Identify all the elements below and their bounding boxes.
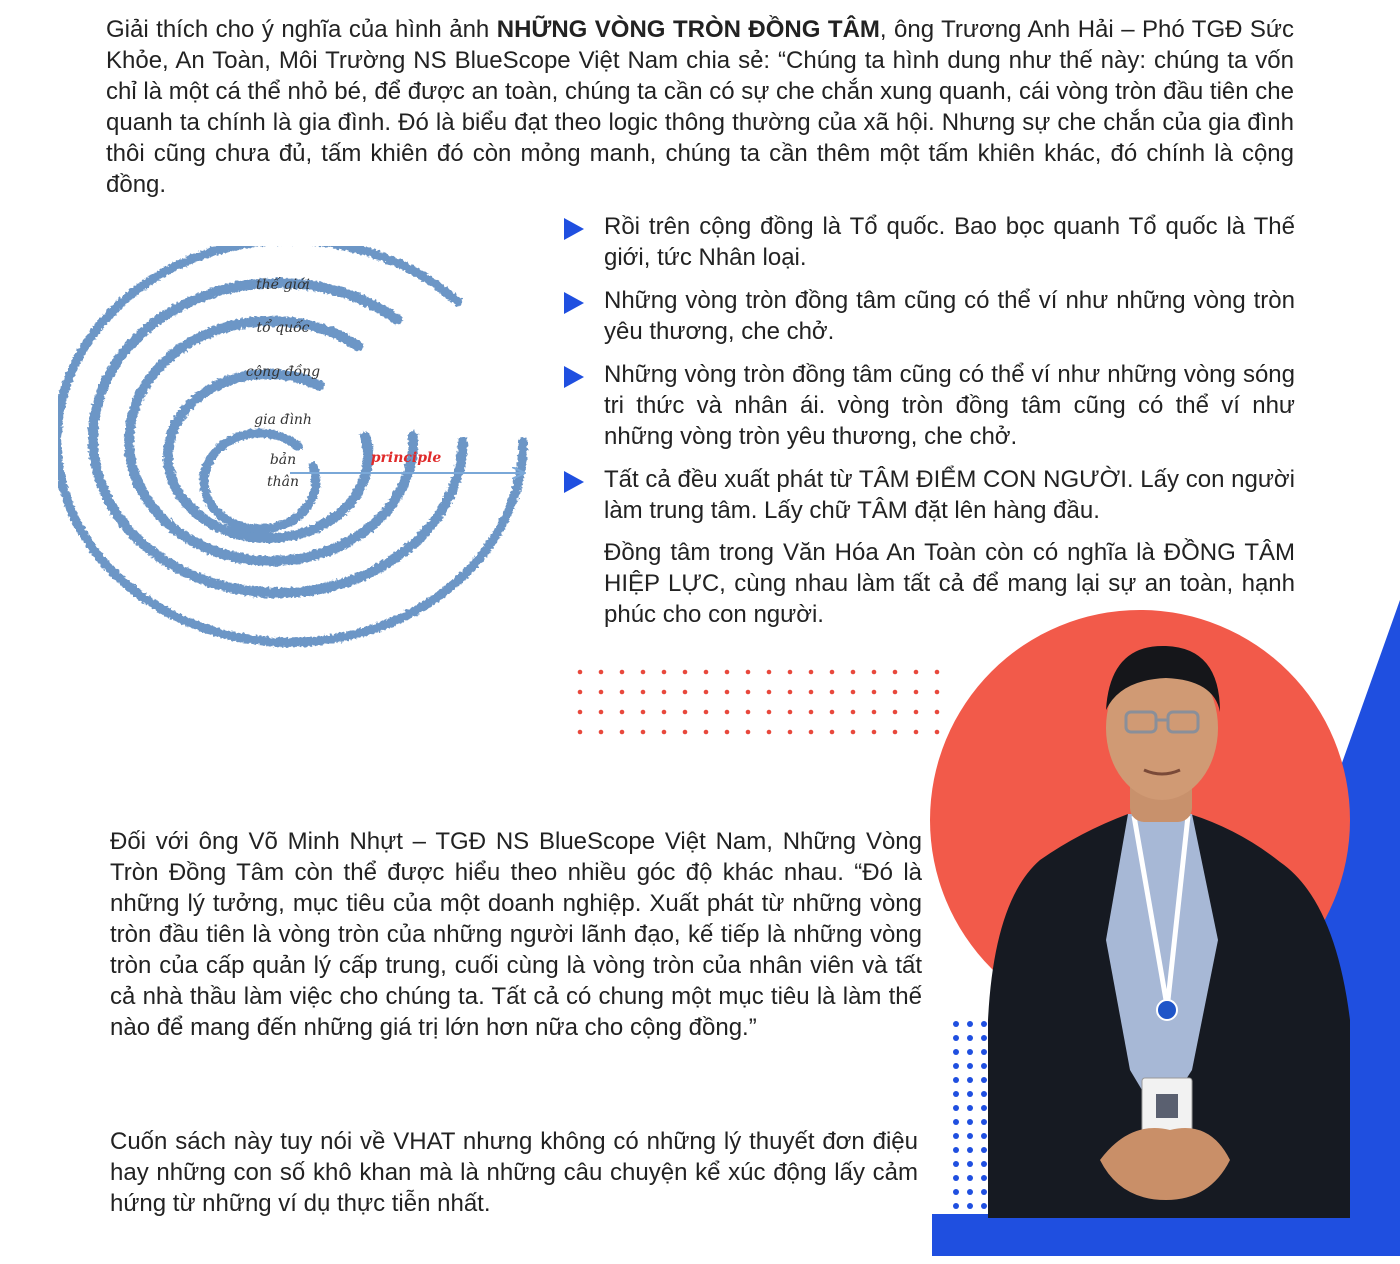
blue-dot [953,1133,959,1139]
blue-dot [981,1175,987,1181]
blue-dot [953,1077,959,1083]
red-dot [746,690,751,695]
red-dot [620,710,625,715]
blue-dot [967,1203,973,1209]
red-dot [704,730,709,735]
red-dot [809,730,814,735]
blue-dot [953,1119,959,1125]
blue-dot [953,1203,959,1209]
blue-dot [981,1105,987,1111]
label-gia-dinh: gia đình [254,412,312,428]
red-dot [704,670,709,675]
blue-dot [953,1105,959,1111]
red-dot [662,730,667,735]
blue-dot [967,1119,973,1125]
red-dot [599,690,604,695]
blue-dot [967,1063,973,1069]
red-dot [578,670,583,675]
red-dot [830,670,835,675]
blue-dot [981,1189,987,1195]
red-dot [578,730,583,735]
red-dot [704,710,709,715]
red-dot [872,730,877,735]
label-ban: bản [269,452,297,468]
blue-dot [967,1175,973,1181]
intro-text-before: Giải thích cho ý nghĩa của hình ảnh [106,16,497,43]
id-badge-photo [1156,1094,1178,1118]
red-dot [851,670,856,675]
red-dot [914,670,919,675]
blue-dot [953,1091,959,1097]
label-principle: principle [370,450,442,466]
blue-dot [967,1035,973,1041]
blue-dot [981,1091,987,1097]
intro-text-after: , ông Trương Anh Hải – Phó TGĐ Sức Khỏe, An Toàn, Môi Trường NS BlueScope Việt Nam chia sẻ: “Chúng ta hình dung như thế này: chúng ta vốn chỉ là một cá thể nhỏ bé, để được an toàn, chúng ta cần có sự che chắn xung quanh, cái vòng tròn đầu tiên che quanh ta chính là gia đình. Đó là biểu đạt theo logic thông thường của xã hội. Nhưng sự che chắn của gia đình thôi cũng chưa đủ, tấm khiên đó còn mỏng manh, chúng ta cần thêm một tấm khiên khác, đó chính là cộng đồng. [106,16,1294,198]
blue-dot [967,1091,973,1097]
blue-dot [981,1035,987,1041]
blue-dot [981,1119,987,1125]
red-dot [746,710,751,715]
red-dot [641,690,646,695]
blue-dot [981,1203,987,1209]
concentric-circles-diagram [58,246,548,686]
red-dot [830,690,835,695]
red-dot [893,710,898,715]
red-dot [746,730,751,735]
red-dot [914,690,919,695]
blue-dot [967,1105,973,1111]
red-dot [620,690,625,695]
book-description-paragraph: Cuốn sách này tuy nói về VHAT nhưng không có những lý thuyết đơn điệu hay những con số khô khan mà là những câu chuyện kể xúc động lấy cảm hứng từ những ví dụ thực tiễn nhất. [110,1128,918,1217]
blue-dot [967,1021,973,1027]
red-dot [914,710,919,715]
label-than: thân [266,474,300,490]
triangle-bullet-icon [564,218,584,240]
blue-dot [981,1161,987,1167]
blue-dot [953,1161,959,1167]
red-dot [767,690,772,695]
blue-dot [967,1161,973,1167]
blue-dot [981,1049,987,1055]
red-dot [872,710,877,715]
blue-dot [967,1133,973,1139]
label-cong-dong: cộng đồng [245,364,321,380]
closing-paragraph: Đồng tâm trong Văn Hóa An Toàn còn có nghĩa là ĐỒNG TÂM HIỆP LỰC, cùng nhau làm tất cả để mang lại sự an toàn, hạnh phúc cho con người. [604,539,1295,628]
red-dot [746,670,751,675]
bullet-item [560,359,1295,452]
red-dot [767,710,772,715]
ring-gia-dinh [168,374,368,538]
red-dot [914,730,919,735]
red-dot [683,730,688,735]
bullet-text: Những vòng tròn đồng tâm cũng có thể ví như những vòng sóng tri thức và nhân ái. vòng tròn đồng tâm cũng có thể ví như những vòng tròn yêu thương, che chở. [604,361,1295,450]
red-dot [641,710,646,715]
red-dot [788,710,793,715]
blue-dot [981,1077,987,1083]
red-dot [641,670,646,675]
blue-dot [953,1175,959,1181]
ceo-quote-paragraph: Đối với ông Võ Minh Nhựt – TGĐ NS BlueScope Việt Nam, Những Vòng Tròn Đồng Tâm còn thể được hiểu theo nhiều góc độ khác nhau. “Đó là những lý tưởng, mục tiêu của một doanh nghiệp. Xuất phát từ những vòng tròn đầu tiên là vòng tròn của những người lãnh đạo, kế tiếp là những vòng tròn của cấp quản lý cấp trung, cuối cùng là vòng tròn của nhân viên và tất cả nhà thầu làm việc cho chúng ta. Tất cả có chung một mục tiêu là làm thế nào để mang đến những giá trị lớn hơn nữa cho cộng đồng.” [110,828,922,1041]
blue-dot [981,1147,987,1153]
red-dot [851,690,856,695]
red-dot [851,710,856,715]
red-dot [599,730,604,735]
label-to-quoc: tổ quốc [256,320,310,336]
red-dot [662,690,667,695]
red-dot [662,670,667,675]
red-dot [809,690,814,695]
bullet-item [560,285,1295,347]
red-dot [641,730,646,735]
blue-dot [953,1063,959,1069]
red-dot [578,710,583,715]
bullet-item [560,211,1295,273]
intro-paragraph [106,14,1294,200]
bullet-list [560,211,1295,538]
ring-ban-than [204,433,316,529]
red-dot [893,730,898,735]
bullet-text: Rồi trên cộng đồng là Tổ quốc. Bao bọc quanh Tổ quốc là Thế giới, tức Nhân loại. [604,213,1295,271]
blue-dot [953,1035,959,1041]
blue-dot [967,1147,973,1153]
red-dot [725,730,730,735]
blue-dot [967,1049,973,1055]
red-dot [683,670,688,675]
bullet-text: Những vòng tròn đồng tâm cũng có thể ví như những vòng tròn yêu thương, che chở. [604,287,1295,345]
red-dot [683,710,688,715]
red-dot [893,690,898,695]
red-dot [809,670,814,675]
red-dot [704,690,709,695]
red-dot [809,710,814,715]
blue-base-bar [932,1214,1400,1256]
red-dot [599,710,604,715]
red-dot [767,670,772,675]
blue-dot [967,1189,973,1195]
red-dot [662,710,667,715]
blue-dot [953,1189,959,1195]
blue-dot [981,1133,987,1139]
intro-bold-title: NHỮNG VÒNG TRÒN ĐỒNG TÂM [496,16,880,43]
label-the-gioi: thế giới [255,277,311,293]
red-dot [851,730,856,735]
red-dot [872,690,877,695]
red-dot [725,670,730,675]
red-dot [725,690,730,695]
red-dot [788,730,793,735]
red-dot [830,730,835,735]
red-dot [599,670,604,675]
red-dot [620,670,625,675]
red-dot [872,670,877,675]
triangle-bullet-icon [564,366,584,388]
red-dot [725,710,730,715]
triangle-bullet-icon [564,471,584,493]
red-dot [683,690,688,695]
bullet-item [560,464,1295,526]
red-dot-grid [570,662,960,742]
red-dot [788,670,793,675]
blue-dot [953,1049,959,1055]
lanyard-clip [1157,1000,1177,1020]
red-dot [830,710,835,715]
red-dot [767,730,772,735]
blue-dot [953,1147,959,1153]
portrait-composition [930,600,1400,1264]
red-dot [620,730,625,735]
red-dot [893,670,898,675]
blue-dot [981,1063,987,1069]
blue-dot [967,1077,973,1083]
bullet-text: Tất cả đều xuất phát từ TÂM ĐIỂM CON NGƯỜI. Lấy con người làm trung tâm. Lấy chữ TÂM đặt lên hàng đầu. [604,466,1295,524]
red-dot [578,690,583,695]
blue-dot [981,1021,987,1027]
triangle-bullet-icon [564,292,584,314]
blue-dot [953,1021,959,1027]
red-dot [788,690,793,695]
